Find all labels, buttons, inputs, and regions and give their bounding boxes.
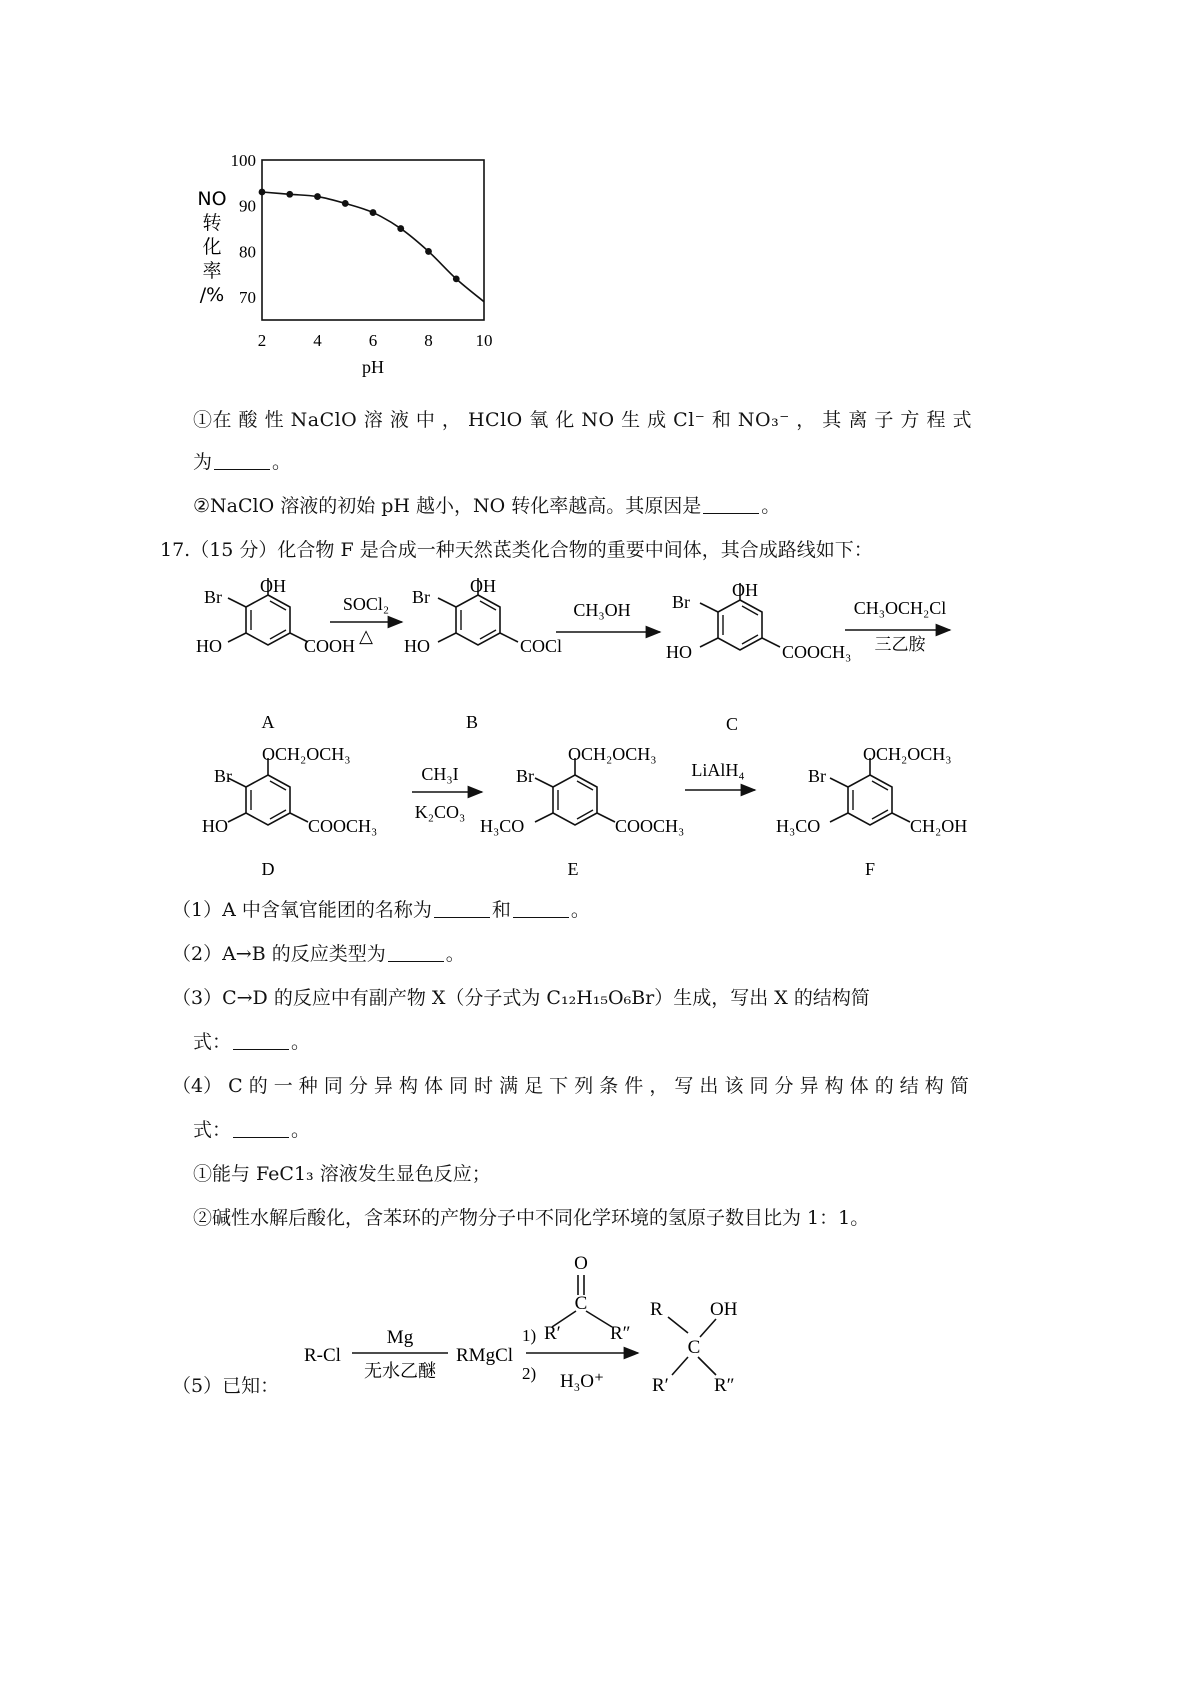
y-tick-label: 70 — [239, 288, 256, 308]
answer-blank[interactable] — [513, 899, 569, 918]
svg-text:R″: R″ — [714, 1375, 735, 1396]
label-f: F — [864, 859, 876, 879]
synthesis-scheme — [180, 570, 980, 890]
answer-blank[interactable] — [388, 943, 444, 962]
svg-text:COCl: COCl — [520, 636, 563, 656]
svg-text:OH: OH — [710, 1299, 738, 1320]
label-d: D — [261, 859, 275, 879]
q17-p2: （2）A→B 的反应类型为 。 — [172, 943, 465, 965]
svg-text:R-Cl: R-Cl — [304, 1345, 341, 1366]
no-conversion-chart — [190, 150, 530, 390]
svg-text:K₂CO₃: K₂CO₃ — [414, 802, 466, 822]
svg-text:C: C — [574, 1293, 588, 1314]
x-tick-label: 2 — [257, 331, 267, 350]
svg-text:R′: R′ — [652, 1375, 669, 1396]
answer-blank[interactable] — [233, 1119, 289, 1138]
svg-text:R′: R′ — [544, 1323, 561, 1344]
q17-p4-cont: 式： 。 — [193, 1119, 311, 1141]
q17-intro: 17.（15 分）化合物 F 是合成一种天然茋类化合物的重要中间体，其合成路线如下： — [160, 539, 873, 561]
data-point — [286, 191, 293, 198]
svg-text:Br: Br — [808, 766, 826, 786]
y-tick-label: 90 — [239, 196, 256, 216]
data-point — [397, 225, 404, 232]
svg-text:R″: R″ — [610, 1323, 631, 1344]
svg-text:HO: HO — [196, 636, 222, 656]
conversion-curve — [262, 192, 484, 302]
svg-text:C: C — [687, 1337, 701, 1358]
svg-text:Mg: Mg — [386, 1327, 414, 1348]
svg-text:2): 2) — [522, 1364, 537, 1383]
svg-text:LiAlH₄: LiAlH₄ — [691, 760, 745, 780]
data-point — [314, 193, 321, 200]
svg-text:SOCl₂: SOCl₂ — [342, 594, 390, 614]
svg-text:1): 1) — [522, 1326, 537, 1345]
q17-cond2: ②碱性水解后酸化，含苯环的产物分子中不同化学环境的氢原子数目比为 1：1。 — [193, 1207, 870, 1229]
label-e: E — [567, 859, 579, 879]
q17-cond1: ①能与 FeC1₃ 溶液发生显色反应； — [193, 1163, 491, 1185]
svg-text:OH: OH — [260, 576, 286, 596]
ring-f — [848, 775, 892, 825]
label-c: C — [725, 714, 739, 734]
label-a: A — [261, 712, 275, 732]
grignard-scheme — [300, 1245, 760, 1415]
svg-text:OH: OH — [470, 576, 496, 596]
svg-text:Br: Br — [516, 766, 534, 786]
y-tick-label: 80 — [239, 242, 256, 262]
svg-text:Br: Br — [412, 587, 430, 607]
q17-p3-cont: 式： 。 — [193, 1031, 311, 1053]
q16-sub1: ①在 酸 性 NaClO 溶 液 中 ， HClO 氧 化 NO 生 成 Cl⁻ 和 NO₃⁻ ， 其 离 子 方 程 式 — [193, 409, 973, 431]
data-point — [425, 248, 432, 255]
svg-text:CH₃I: CH₃I — [421, 764, 459, 784]
q17-p5: （5）已知： — [172, 1375, 280, 1397]
chart-xlabel: pH — [362, 357, 384, 377]
svg-text:HO: HO — [666, 642, 692, 662]
ring-a — [246, 595, 290, 645]
answer-blank[interactable] — [703, 495, 759, 514]
ring-e — [553, 775, 597, 825]
svg-text:COOCH₃: COOCH₃ — [308, 816, 378, 836]
y-tick-label: 100 — [230, 151, 256, 170]
data-point — [453, 275, 460, 282]
svg-text:三乙胺: 三乙胺 — [874, 635, 926, 655]
label-b: B — [465, 712, 479, 732]
svg-text:COOCH₃: COOCH₃ — [782, 642, 852, 662]
svg-text:COOCH₃: COOCH₃ — [615, 816, 685, 836]
data-point — [370, 209, 377, 216]
ring-b — [456, 595, 500, 645]
svg-text:H₃CO: H₃CO — [776, 816, 821, 836]
q17-p3: （3）C→D 的反应中有副产物 X（分子式为 C₁₂H₁₅O₆Br）生成，写出 X 的结构简 — [172, 987, 870, 1009]
svg-text:无水乙醚: 无水乙醚 — [364, 1361, 436, 1382]
q17-p1: （1）A 中含氧官能团的名称为 和 。 — [172, 899, 590, 921]
svg-text:HO: HO — [202, 816, 228, 836]
chart-plot-frame — [262, 160, 484, 320]
x-tick-label: 10 — [475, 331, 493, 350]
svg-text:OCH₂OCH₃: OCH₂OCH₃ — [863, 744, 952, 764]
svg-text:Br: Br — [214, 766, 232, 786]
chart-ylabel: NO 转化率/% — [197, 188, 227, 306]
q16-sub2: ②NaClO 溶液的初始 pH 越小，NO 转化率越高。其原因是 。 — [193, 495, 781, 517]
svg-text:CH₃OCH₂Cl: CH₃OCH₂Cl — [853, 598, 947, 618]
svg-text:Br: Br — [204, 587, 222, 607]
data-point — [342, 200, 349, 207]
ring-c — [718, 600, 762, 650]
svg-text:H₃O⁺: H₃O⁺ — [559, 1371, 605, 1392]
x-tick-label: 6 — [368, 331, 378, 350]
svg-text:△: △ — [359, 626, 373, 646]
svg-text:H₃CO: H₃CO — [480, 816, 525, 836]
svg-text:CH₃OH: CH₃OH — [573, 600, 631, 620]
svg-text:RMgCl: RMgCl — [456, 1345, 514, 1366]
ring-d — [246, 775, 290, 825]
answer-blank[interactable] — [434, 899, 490, 918]
svg-text:OCH₂OCH₃: OCH₂OCH₃ — [262, 744, 351, 764]
answer-blank[interactable] — [214, 451, 270, 470]
svg-text:O: O — [574, 1253, 588, 1274]
data-point — [259, 189, 266, 196]
svg-text:Br: Br — [672, 592, 690, 612]
svg-text:CH₂OH: CH₂OH — [910, 816, 968, 836]
q16-sub1-cont: 为 。 — [193, 451, 292, 473]
svg-text:HO: HO — [404, 636, 430, 656]
svg-text:COOH: COOH — [304, 636, 356, 656]
x-tick-label: 8 — [424, 331, 433, 350]
q17-p4: （4） C 的 一 种 同 分 异 构 体 同 时 满 足 下 列 条 件 ， 写 出 该 同 分 异 构 体 的 结 构 简 — [172, 1075, 969, 1097]
x-tick-label: 4 — [313, 331, 322, 350]
svg-text:OH: OH — [732, 580, 758, 600]
answer-blank[interactable] — [233, 1031, 289, 1050]
svg-text:R: R — [650, 1299, 663, 1320]
svg-text:OCH₂OCH₃: OCH₂OCH₃ — [568, 744, 657, 764]
